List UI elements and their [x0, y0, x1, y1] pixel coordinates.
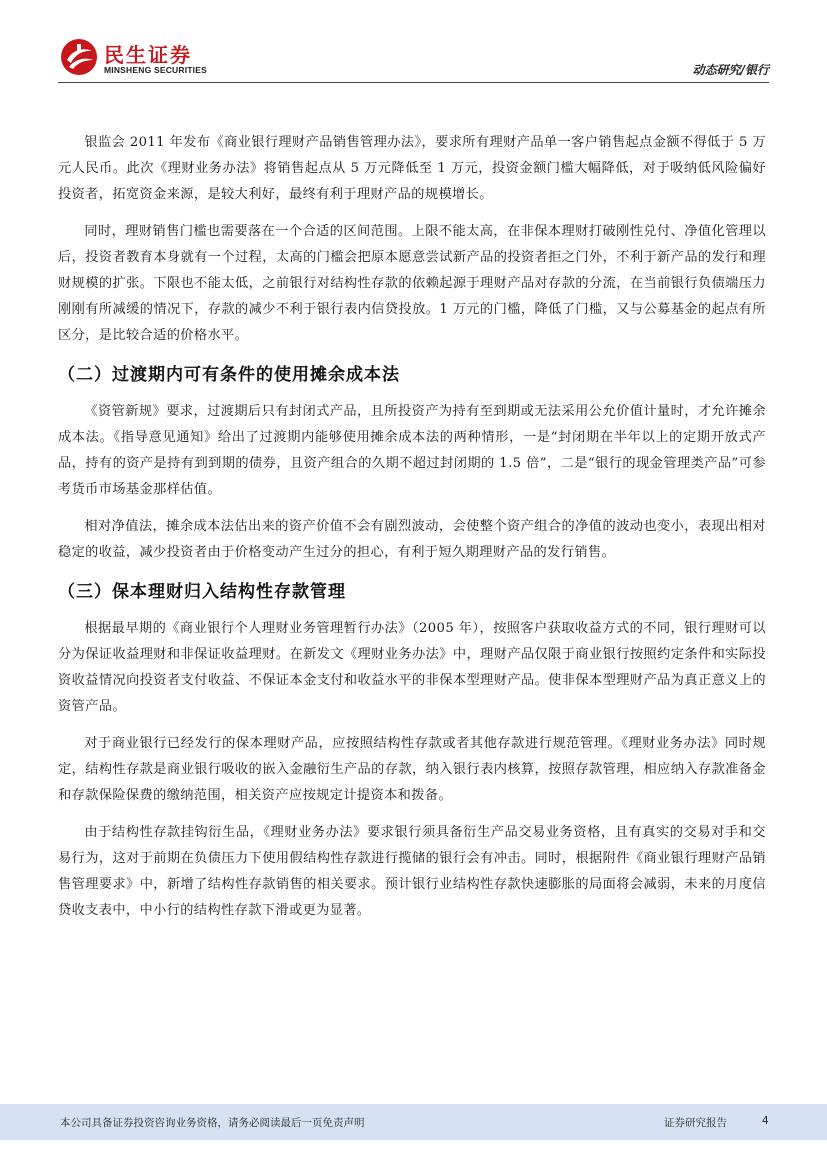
report-body: [58, 130, 766, 935]
report-type-label: 动态研究/银行: [692, 63, 769, 77]
paragraph-structured-deposit-impact: 由于结构性存款挂钩衍生品，《理财业务办法》要求银行须具备衍生产品交易业务资格，且有真实的交易对手和交易行为，这对于前期在负债压力下使用假结构性存款进行揽储的银行会有冲击。同时，根据附件《商业银行理财产品销售管理要求》中，新增了结构性存款销售的相关要求。预计银行业结构性存款快速膨胀的局面将会减弱，未来的月度信贷收支表中，中小行的结构性存款下滑或更为显著。: [58, 825, 766, 918]
footer-doc-type: 证券研究报告: [664, 1117, 727, 1129]
section-heading-structured-deposits: （三）保本理财归入结构性存款管理: [58, 582, 346, 602]
footer-disclaimer: 本公司具备证券投资咨询业务资格，请务必阅读最后一页免责声明: [60, 1117, 365, 1129]
logo-chinese-name: 民生证券: [104, 43, 192, 67]
paragraph-sales-threshold: 银监会 2011 年发布《商业银行理财产品销售管理办法》，要求所有理财产品单一客户销售起点金额不得低于 5 万元人民币。此次《理财业务办法》将销售起点从 5 万元降低至 1 万元，投资金额门槛大幅降低，对于吸纳低风险偏好投资者，拓宽资金来源，是较大利好，最终有利于理财产品的规模增长。: [58, 135, 766, 202]
header-divider: [58, 82, 769, 83]
company-logo: [60, 38, 230, 78]
paragraph-amortized-cost-benefit: 相对净值法，摊余成本法估出来的资产价值不会有剧烈波动，会使整个资产组合的净值的波动也变小，表现出相对稳定的收益，减少投资者由于价格变动产生过分的担心，有利于短久期理财产品的发行销售。: [58, 519, 766, 560]
paragraph-amortized-cost-rules: 《资管新规》要求，过渡期后只有封闭式产品，且所投资产为持有至到期或无法采用公允价值计量时，才允许摊余成本法。《指导意见通知》给出了过渡期内能够使用摊余成本法的两种情形，一是“封闭期在半年以上的定期开放式产品，持有的资产是持有到到期的债券，且资产组合的久期不超过封闭期的 1.5 倍”，二是“银行的现金管理类产品”可参考货币市场基金那样估值。: [58, 404, 766, 497]
page-header: [0, 0, 827, 84]
section-heading-amortized-cost: （二）过渡期内可有条件的使用摊余成本法: [58, 365, 400, 385]
page-number: 4: [762, 1115, 769, 1127]
paragraph-structured-deposit-management: 对于商业银行已经发行的保本理财产品，应按照结构性存款或者其他存款进行规范管理。《理财业务办法》同时规定，结构性存款是商业银行吸收的嵌入金融衍生产品的存款，纳入银行表内核算，按照存款管理，相应纳入存款准备金和存款保险保费的缴纳范围，相关资产应按规定计提资本和拨备。: [58, 736, 766, 803]
minsheng-logo-icon: [60, 38, 98, 76]
paragraph-threshold-range: 同时，理财销售门槛也需要落在一个合适的区间范围。上限不能太高，在非保本理财打破刚性兑付、净值化管理以后，投资者教育本身就有一个过程，太高的门槛会把原本愿意尝试新产品的投资者拒之门外，不利于新产品的发行和理财规模的扩张。下限也不能太低，之前银行对结构性存款的依赖起源于理财产品对存款的分流，在当前银行负债端压力刚刚有所减缓的情况下，存款的减少不利于银行表内信贷投放。1 万元的门槛，降低了门槛，又与公募基金的起点有所区分，是比较合适的价格水平。: [58, 224, 766, 343]
page-footer: [0, 1104, 827, 1140]
logo-english-name: MINSHENG SECURITIES: [104, 65, 207, 75]
paragraph-principal-guaranteed: 根据最早期的《商业银行个人理财业务管理暂行办法》（2005 年），按照客户获取收益方式的不同，银行理财可以分为保证收益理财和非保证收益理财。在新发文《理财业务办法》中，理财产品仅限于商业银行按照约定条件和实际投资收益情况向投资者支付收益、不保证本金支付和收益水平的非保本型理财产品。使非保本型理财产品为真正意义上的资管产品。: [58, 621, 766, 714]
